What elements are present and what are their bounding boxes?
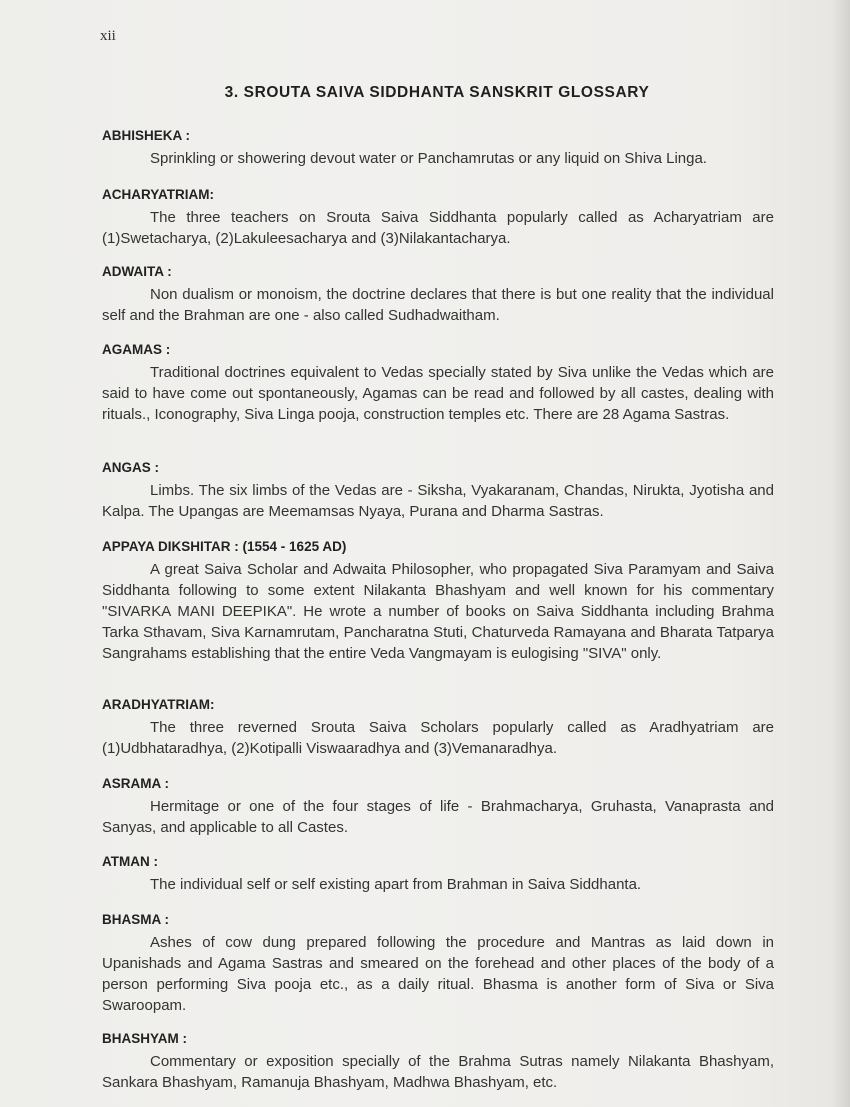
glossary-entry-asrama bbox=[102, 776, 774, 838]
entry-term: ADWAITA : bbox=[102, 264, 172, 279]
entry-term: ASRAMA : bbox=[102, 776, 169, 791]
entry-term: ANGAS : bbox=[102, 460, 159, 475]
glossary-entry-angas bbox=[102, 460, 774, 522]
glossary-entry-atman bbox=[102, 854, 774, 895]
entry-term: ATMAN : bbox=[102, 854, 158, 869]
entry-definition: Hermitage or one of the four stages of life - Brahmacharya, Gruhasta, Vanaprasta and Sanyas, and applicable to all Castes. bbox=[102, 798, 774, 836]
glossary-entry-adwaita bbox=[102, 264, 774, 326]
entry-definition: Sprinkling or showering devout water or Panchamrutas or any liquid on Shiva Linga. bbox=[150, 150, 707, 167]
entry-definition: The individual self or self existing apart from Brahman in Saiva Siddhanta. bbox=[150, 876, 642, 893]
glossary-entry-bhasma bbox=[102, 912, 774, 1016]
entry-definition: Traditional doctrines equivalent to Vedas specially stated by Siva unlike the Vedas which are said to have come out spontaneously, Agamas can be read and followed by all castes, dealing with rituals., Iconography, Siva Linga pooja, construction temples etc. There are 28 Agama Sastras. bbox=[102, 364, 774, 423]
glossary-entry-aradhyatriam bbox=[102, 697, 774, 759]
entry-definition: Ashes of cow dung prepared following the procedure and Mantras as laid down in Upanishads and Agama Sastras and smeared on the forehead and other places of the body of a person performing Siva pooja etc., as a daily ritual. Bhasma is another form of Siva or Siva Swaroopam. bbox=[102, 934, 774, 1014]
entry-term: ABHISHEKA : bbox=[102, 128, 191, 143]
entry-definition: The three teachers on Srouta Saiva Siddhanta popularly called as Acharyatriam are (1)Swetacharya, (2)Lakuleesacharya and (3)Nilakantacharya. bbox=[102, 209, 774, 247]
entry-definition: The three reverned Srouta Saiva Scholars popularly called as Aradhyatriam are (1)Udbhataradhya, (2)Kotipalli Viswaaradhya and (3)Vemanaradhya. bbox=[102, 719, 774, 757]
glossary-title: 3. SROUTA SAIVA SIDDHANTA SANSKRIT GLOSSARY bbox=[224, 84, 650, 101]
entry-definition: Non dualism or monoism, the doctrine declares that there is but one reality that the individual self and the Brahman are one - also called Sudhadwaitham. bbox=[102, 286, 774, 324]
entry-definition: A great Saiva Scholar and Adwaita Philosopher, who propagated Siva Paramyam and Saiva Siddhanta following to some extent Nilakanta Bhashyam and well known for his commentary "SIVARKA MANI DEEPIKA". He wrote a number of books on Saiva Siddhanta including Brahma Tarka Sthavam, Siva Karnamrutam, Pancharatna Stuti, Chaturveda Ramayana and Bharata Tatparya Sangrahams establishing that the entire Veda Vangmayam is eulogising "SIVA" only. bbox=[102, 561, 774, 662]
entry-term: ACHARYATRIAM: bbox=[102, 187, 214, 202]
glossary-entry-acharyatriam bbox=[102, 187, 774, 249]
entry-term: AGAMAS : bbox=[102, 342, 171, 357]
page-number: xii bbox=[100, 28, 116, 44]
entry-term: ARADHYATRIAM: bbox=[102, 697, 215, 712]
entry-term: BHASMA : bbox=[102, 912, 169, 927]
glossary-entry-agamas bbox=[102, 342, 774, 425]
glossary-entry-appaya-dikshitar bbox=[102, 539, 774, 664]
entry-definition: Commentary or exposition specially of the Brahma Sutras namely Nilakanta Bhashyam, Sankara Bhashyam, Ramanuja Bhashyam, Madhwa Bhashyam, etc. bbox=[102, 1053, 774, 1091]
page-edge-shadow bbox=[832, 0, 850, 1107]
entry-definition: Limbs. The six limbs of the Vedas are - Siksha, Vyakaranam, Chandas, Nirukta, Jyotisha and Kalpa. The Upangas are Meemamsas Nyaya, Purana and Dharma Sastras. bbox=[102, 482, 774, 520]
glossary-entry-abhisheka bbox=[102, 128, 774, 169]
entry-term: BHASHYAM : bbox=[102, 1031, 188, 1046]
entry-term: APPAYA DIKSHITAR : (1554 - 1625 AD) bbox=[102, 539, 347, 554]
glossary-entry-bhashyam bbox=[102, 1031, 774, 1093]
